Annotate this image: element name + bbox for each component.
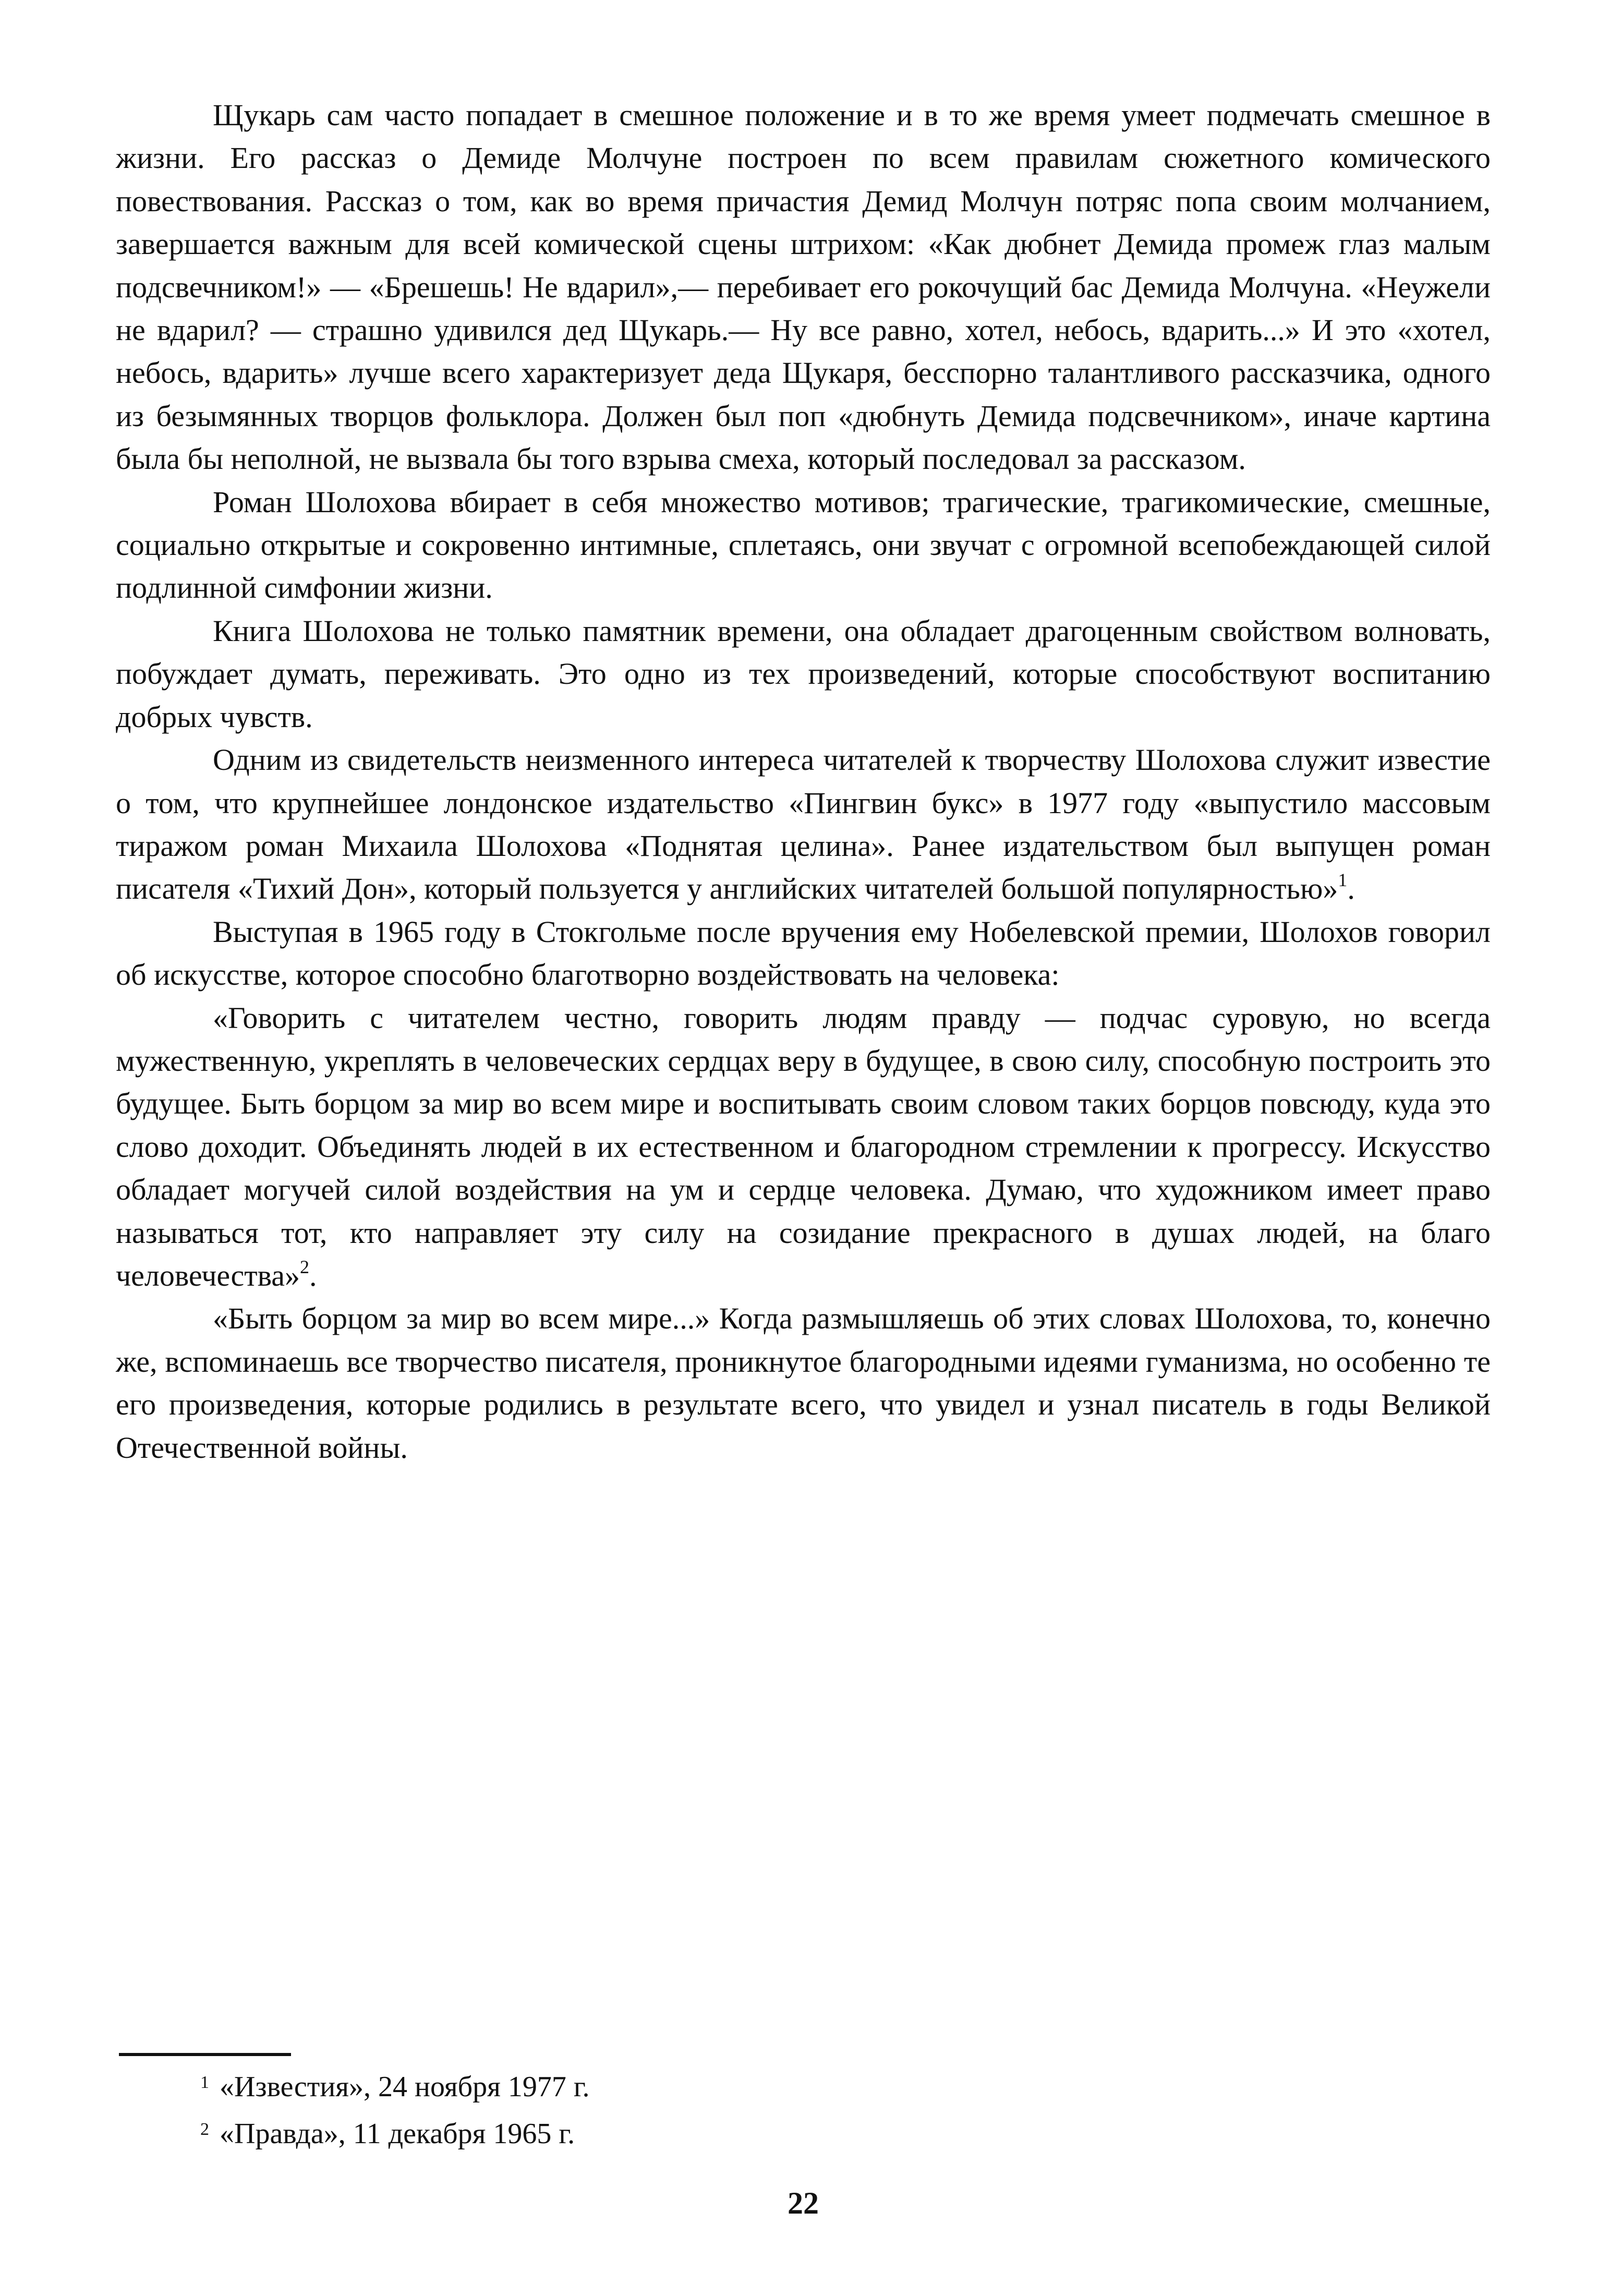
paragraph-4-text: Одним из свидетельств неизменного интереса читателей к творчеству Шолохова служит известие о том, что крупнейшее лондонское издательство «Пингвин букс» в 1977 году «выпустило массовым тиражом роман Михаила Шолохова «Поднятая целина». Ранее издательством был выпущен роман писателя «Тихий Дон», который пользуется у английских читателей большой популярностью» — [116, 743, 1491, 906]
paragraph-5 — [116, 911, 1491, 997]
paragraph-1 — [116, 94, 1491, 481]
footnote-1 — [200, 2065, 1348, 2112]
footnote-divider — [119, 2053, 291, 2056]
page-number: 22 — [788, 2186, 819, 2220]
paragraph-2-text: Роман Шолохова вбирает в себя множество мотивов; трагические, трагикомические, смешные, социально открытые и сокровенно интимные, сплетаясь, они звучат с огромной всепобеждающей силой подлинной симфонии жизни. — [116, 485, 1491, 605]
footnote-1-text: «Известия», 24 ноября 1977 г. — [220, 2071, 590, 2103]
footnote-2 — [200, 2112, 1348, 2159]
footnote-reference-1: 1 — [1338, 869, 1348, 890]
footnote-2-text: «Правда», 11 декабря 1965 г. — [220, 2118, 575, 2150]
paragraph-6 — [116, 997, 1491, 1298]
paragraph-5-text: Выступая в 1965 году в Стокгольме после вручения ему Нобелевской премии, Шолохов говорил об искусстве, которое способно благотворно воздействовать на человека: — [116, 914, 1491, 992]
paragraph-1-text: Щукарь сам часто попадает в смешное положение и в то же время умеет подмечать смешное в жизни. Его рассказ о Демиде Молчуне построен по всем правилам сюжетного комического повествования. Рассказ о том, как во время причастия Демид Молчун потряс попа своим молчанием, завершается важным для всей комической сцены штрихом: «Как дюбнет Демида промеж глаз малым подсвечником!» — «Брешешь! Не вдарил»,— перебивает его рокочущий бас Демида Молчуна. «Неужели не вдарил? — страшно удивился дед Щукарь.— Ну все равно, хотел, небось, вдарить...» И это «хотел, небось, вдарить» лучше всего характеризует деда Щукаря, бесспорно талантливого рассказчика, одного из безымянных творцов фольклора. Должен был поп «дюбнуть Демида подсвечником», иначе картина была бы неполной, не вызвала бы того взрыва смеха, который последовал за рассказом. — [116, 98, 1491, 476]
paragraph-3 — [116, 610, 1491, 739]
paragraph-6-text: «Говорить с читателем честно, говорить людям правду — подчас суровую, но всегда мужественную, укреплять в человеческих сердцах веру в будущее, в свою силу, способную построить это будущее. Быть борцом за мир во всем мире и воспитывать своим словом таких борцов повсюду, куда это слово доходит. Объединять людей в их естественном и благородном стремлении к прогрессу. Искусство обладает могучей силой воздействия на ум и сердце человека. Думаю, что художником имеет право называться тот, кто направляет эту силу на созидание прекрасного в душах людей, на благо человечества» — [116, 1000, 1491, 1292]
paragraph-7 — [116, 1297, 1491, 1469]
footnote-reference-2: 2 — [300, 1256, 310, 1277]
footnote-1-mark: 1 — [200, 2073, 209, 2092]
paragraph-4 — [116, 739, 1491, 911]
body-text — [116, 94, 1491, 1469]
paragraph-7-text: «Быть борцом за мир во всем мире...» Когда размышляешь об этих словах Шолохова, то, конечно же, вспоминаешь все творчество писателя, проникнутое благородными идеями гуманизма, но особенно те его произведения, которые родились в результате всего, что увидел и узнал писатель в годы Великой Отечественной войны. — [116, 1301, 1491, 1465]
paragraph-6-tail: . — [309, 1258, 317, 1292]
paragraph-2 — [116, 481, 1491, 610]
paragraph-3-text: Книга Шолохова не только памятник времени, она обладает драгоценным свойством волновать, побуждает думать, переживать. Это одно из тех произведений, которые способствуют воспитанию добрых чувств. — [116, 613, 1491, 734]
paragraph-4-tail: . — [1347, 872, 1355, 906]
footnote-2-mark: 2 — [200, 2120, 209, 2139]
footnotes — [200, 2065, 1348, 2159]
